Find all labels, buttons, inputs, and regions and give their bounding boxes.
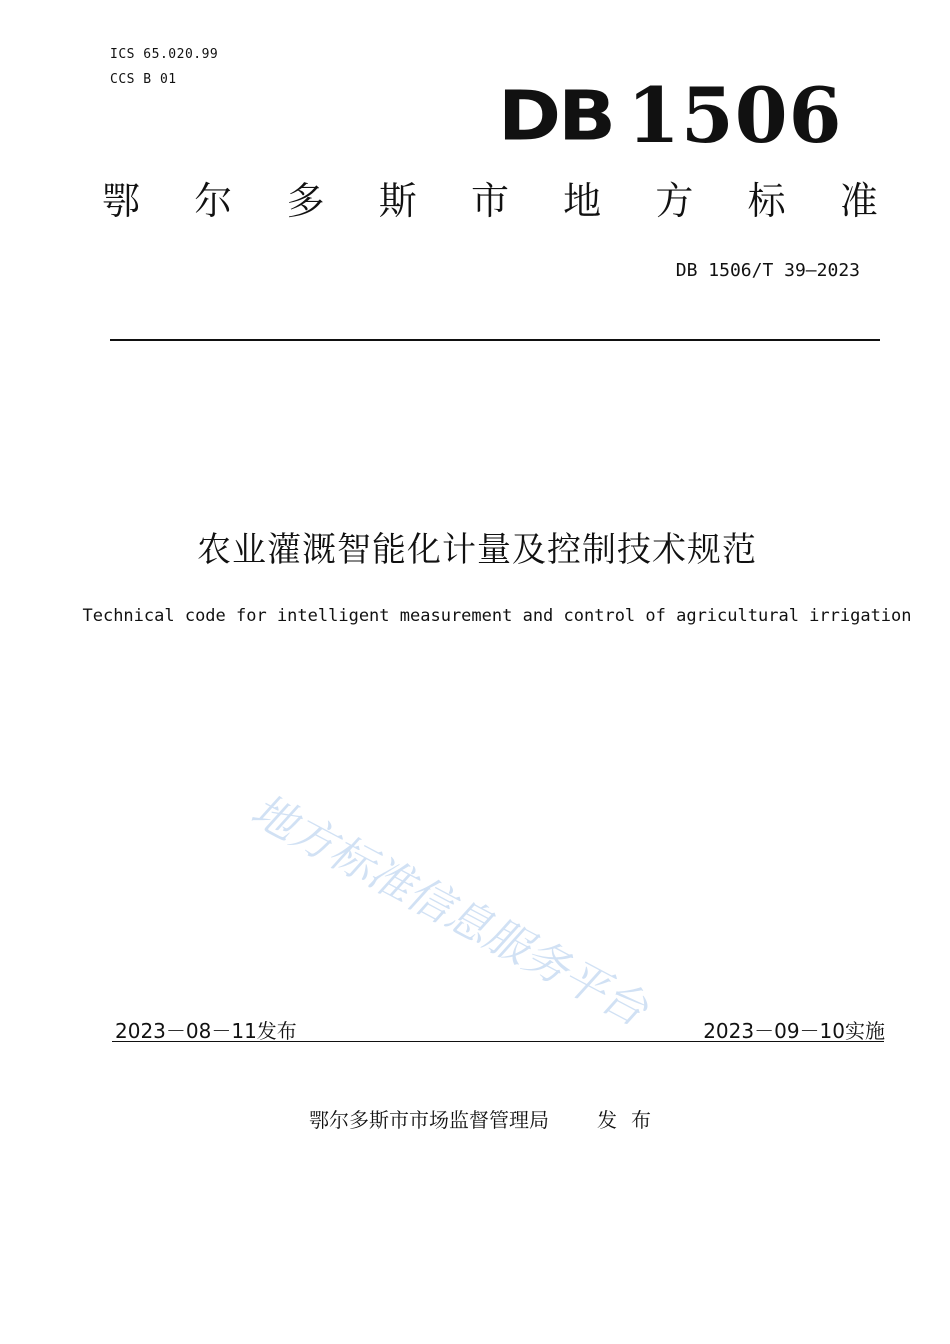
title-english: Technical code for intelligent measurement and control of agricultural irrigation <box>82 606 912 626</box>
standard-type-char: 准 <box>839 179 878 223</box>
issuer-name: 鄂尔多斯市市场监督管理局 <box>309 1108 549 1132</box>
standard-type-char: 方 <box>655 179 694 223</box>
title-chinese: 农业灌溉智能化计量及控制技术规范 <box>197 530 757 570</box>
watermark-text: 地方标准信息服务平台 <box>242 784 656 1037</box>
issuer-action: 发布 <box>597 1108 665 1132</box>
issuer-line <box>12 1104 950 1133</box>
standard-type-char: 标 <box>747 179 786 223</box>
db-logo-prefix: DB <box>498 75 614 156</box>
standard-type-char: 尔 <box>194 179 233 223</box>
watermark <box>240 780 800 1100</box>
ccs-code: CCS B 01 <box>110 72 177 87</box>
standard-type-char: 多 <box>286 179 325 223</box>
ics-code: ICS 65.020.99 <box>110 47 219 62</box>
top-divider <box>110 339 880 341</box>
db-logo-code: 1506 <box>627 71 843 160</box>
standard-type-char: 市 <box>470 179 509 223</box>
db-logo <box>498 71 843 160</box>
standard-number: DB 1506/T 39—2023 <box>675 260 860 281</box>
implementation-date: 2023－09－10实施 <box>703 1019 885 1043</box>
standard-type-char: 地 <box>563 179 602 223</box>
standard-type-char: 斯 <box>378 179 417 223</box>
standard-type-heading <box>102 179 878 223</box>
publish-date: 2023－08－11发布 <box>115 1019 297 1043</box>
standard-type-char: 鄂 <box>102 179 141 223</box>
bottom-divider <box>112 1041 884 1042</box>
